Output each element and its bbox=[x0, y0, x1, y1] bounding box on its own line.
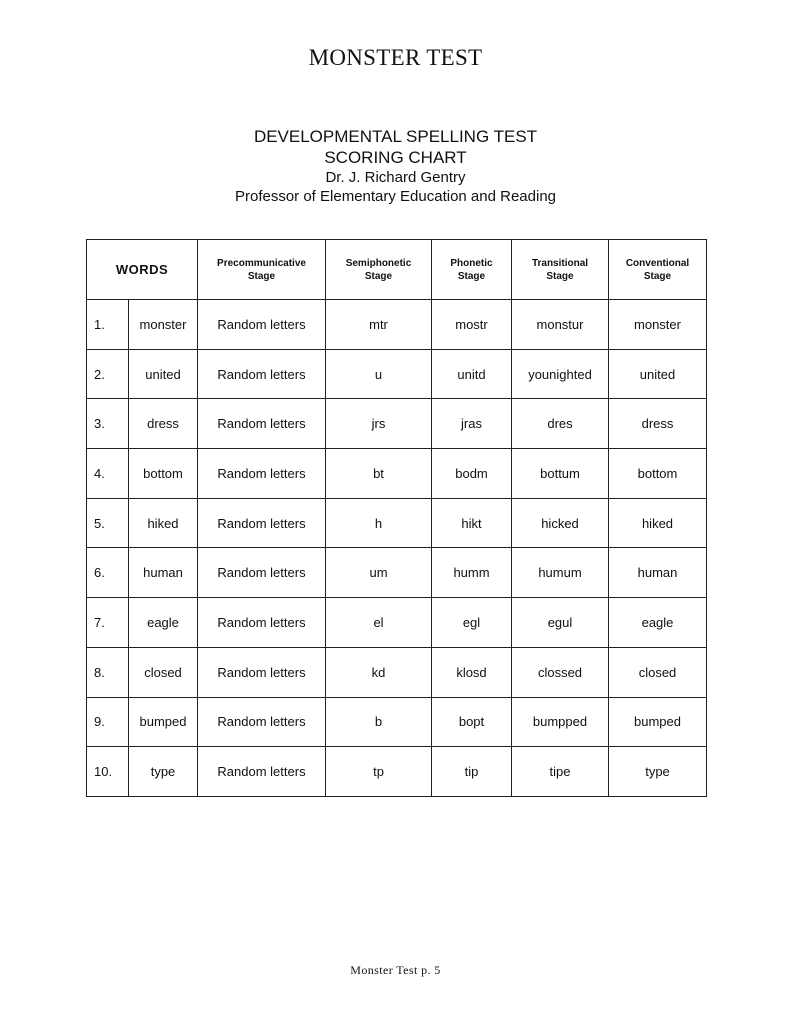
row-number: 3. bbox=[87, 399, 129, 449]
precommunicative-cell: Random letters bbox=[198, 300, 326, 350]
row-number: 8. bbox=[87, 647, 129, 697]
precommunicative-cell: Random letters bbox=[198, 349, 326, 399]
word-cell: bottom bbox=[129, 449, 198, 499]
phonetic-cell: jras bbox=[432, 399, 512, 449]
table-row bbox=[87, 598, 707, 648]
test-title: DEVELOPMENTAL SPELLING TEST bbox=[253, 127, 538, 146]
table-row bbox=[87, 647, 707, 697]
table-row bbox=[87, 399, 707, 449]
word-cell: dress bbox=[129, 399, 198, 449]
header-phonetic-line1: Phonetic bbox=[450, 257, 493, 269]
conventional-cell: monster bbox=[609, 300, 707, 350]
semiphonetic-cell: u bbox=[326, 349, 432, 399]
precommunicative-cell: Random letters bbox=[198, 747, 326, 797]
transitional-cell: egul bbox=[512, 598, 609, 648]
conventional-cell: human bbox=[609, 548, 707, 598]
header-semiphonetic bbox=[326, 240, 432, 300]
transitional-cell: hicked bbox=[512, 498, 609, 548]
precommunicative-cell: Random letters bbox=[198, 548, 326, 598]
semiphonetic-cell: h bbox=[326, 498, 432, 548]
conventional-cell: bottom bbox=[609, 449, 707, 499]
semiphonetic-cell: jrs bbox=[326, 399, 432, 449]
phonetic-cell: bodm bbox=[432, 449, 512, 499]
transitional-cell: bottum bbox=[512, 449, 609, 499]
phonetic-cell: klosd bbox=[432, 647, 512, 697]
conventional-cell: hiked bbox=[609, 498, 707, 548]
header-precommunicative bbox=[198, 240, 326, 300]
precommunicative-cell: Random letters bbox=[198, 449, 326, 499]
header-transitional bbox=[512, 240, 609, 300]
table-row bbox=[87, 548, 707, 598]
author-name: Dr. J. Richard Gentry bbox=[325, 169, 466, 186]
row-number: 5. bbox=[87, 498, 129, 548]
row-number: 1. bbox=[87, 300, 129, 350]
transitional-cell: clossed bbox=[512, 647, 609, 697]
table-row bbox=[87, 697, 707, 747]
precommunicative-cell: Random letters bbox=[198, 399, 326, 449]
word-cell: hiked bbox=[129, 498, 198, 548]
scoring-chart-table bbox=[86, 239, 707, 797]
header-precommunicative-line2: Stage bbox=[247, 270, 276, 282]
phonetic-cell: unitd bbox=[432, 349, 512, 399]
transitional-cell: monstur bbox=[512, 300, 609, 350]
table-header-row bbox=[87, 240, 707, 300]
heading-block bbox=[0, 126, 791, 206]
row-number: 4. bbox=[87, 449, 129, 499]
transitional-cell: humum bbox=[512, 548, 609, 598]
phonetic-cell: hikt bbox=[432, 498, 512, 548]
conventional-cell: bumped bbox=[609, 697, 707, 747]
chart-title: SCORING CHART bbox=[324, 148, 467, 167]
header-conventional-line2: Stage bbox=[643, 270, 672, 282]
semiphonetic-cell: kd bbox=[326, 647, 432, 697]
conventional-cell: united bbox=[609, 349, 707, 399]
semiphonetic-cell: um bbox=[326, 548, 432, 598]
word-cell: closed bbox=[129, 647, 198, 697]
word-cell: united bbox=[129, 349, 198, 399]
row-number: 6. bbox=[87, 548, 129, 598]
table-row bbox=[87, 498, 707, 548]
phonetic-cell: egl bbox=[432, 598, 512, 648]
conventional-cell: dress bbox=[609, 399, 707, 449]
transitional-cell: dres bbox=[512, 399, 609, 449]
semiphonetic-cell: mtr bbox=[326, 300, 432, 350]
conventional-cell: eagle bbox=[609, 598, 707, 648]
row-number: 9. bbox=[87, 697, 129, 747]
header-conventional bbox=[609, 240, 707, 300]
header-precommunicative-line1: Precommunicative bbox=[217, 257, 306, 269]
table-row bbox=[87, 449, 707, 499]
row-number: 2. bbox=[87, 349, 129, 399]
header-semiphonetic-line2: Stage bbox=[364, 270, 393, 282]
header-transitional-line1: Transitional bbox=[531, 257, 589, 269]
word-cell: monster bbox=[129, 300, 198, 350]
phonetic-cell: tip bbox=[432, 747, 512, 797]
header-phonetic-line2: Stage bbox=[457, 270, 486, 282]
transitional-cell: tipe bbox=[512, 747, 609, 797]
phonetic-cell: humm bbox=[432, 548, 512, 598]
phonetic-cell: bopt bbox=[432, 697, 512, 747]
table-row bbox=[87, 747, 707, 797]
document-title: MONSTER TEST bbox=[308, 45, 483, 70]
author-title: Professor of Elementary Education and Reading bbox=[234, 188, 557, 205]
precommunicative-cell: Random letters bbox=[198, 598, 326, 648]
table-row bbox=[87, 300, 707, 350]
header-words: WORDS bbox=[87, 240, 198, 300]
precommunicative-cell: Random letters bbox=[198, 697, 326, 747]
semiphonetic-cell: bt bbox=[326, 449, 432, 499]
word-cell: human bbox=[129, 548, 198, 598]
precommunicative-cell: Random letters bbox=[198, 647, 326, 697]
header-conventional-line1: Conventional bbox=[625, 257, 690, 269]
row-number: 10. bbox=[87, 747, 129, 797]
semiphonetic-cell: tp bbox=[326, 747, 432, 797]
conventional-cell: closed bbox=[609, 647, 707, 697]
word-cell: type bbox=[129, 747, 198, 797]
word-cell: eagle bbox=[129, 598, 198, 648]
transitional-cell: younighted bbox=[512, 349, 609, 399]
row-number: 7. bbox=[87, 598, 129, 648]
semiphonetic-cell: b bbox=[326, 697, 432, 747]
precommunicative-cell: Random letters bbox=[198, 498, 326, 548]
semiphonetic-cell: el bbox=[326, 598, 432, 648]
header-phonetic bbox=[432, 240, 512, 300]
header-transitional-line2: Stage bbox=[546, 270, 574, 282]
header-semiphonetic-line1: Semiphonetic bbox=[345, 257, 412, 269]
table-row bbox=[87, 349, 707, 399]
page-footer: Monster Test p. 5 bbox=[350, 963, 441, 977]
phonetic-cell: mostr bbox=[432, 300, 512, 350]
transitional-cell: bumpped bbox=[512, 697, 609, 747]
word-cell: bumped bbox=[129, 697, 198, 747]
conventional-cell: type bbox=[609, 747, 707, 797]
